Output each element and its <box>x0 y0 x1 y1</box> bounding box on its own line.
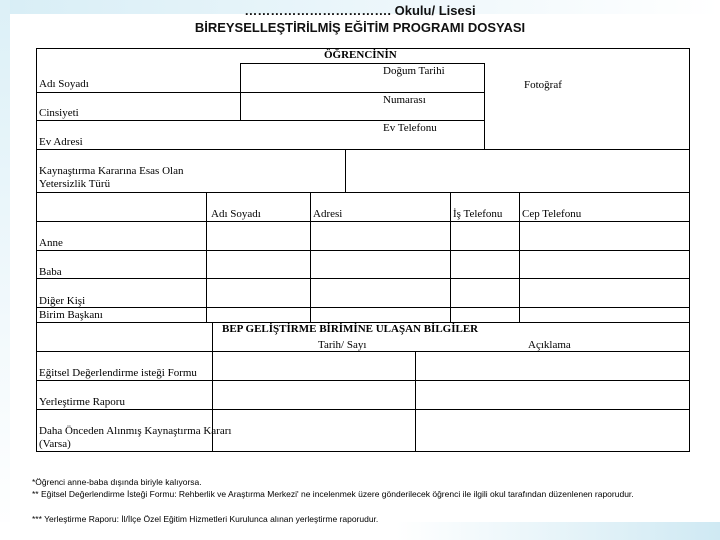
home-address-label: Ev Adresi <box>39 136 83 148</box>
col-description-header: Açıklama <box>528 339 571 351</box>
home-phone-label: Ev Telefonu <box>383 122 437 134</box>
document-title: BİREYSELLEŞTİRİLMİŞ EĞİTİM PROGRAMI DOSYASI <box>194 20 526 35</box>
evaluation-form-label: Eğitsel Değerlendirme isteği Formu <box>39 367 197 379</box>
prior-inclusion-label-line1: Daha Önceden Alınmış Kaynaştırma Kararı <box>39 425 232 437</box>
number-label: Numarası <box>383 94 426 106</box>
col-address-header: Adresi <box>313 208 343 220</box>
row-mother-label: Anne <box>39 237 63 249</box>
row-father-label: Baba <box>39 266 62 278</box>
col-work-phone-header: İş Telefonu <box>453 208 503 220</box>
birth-date-label: Doğum Tarihi <box>383 65 445 77</box>
col-mobile-phone-header: Cep Telefonu <box>522 208 582 220</box>
col-name-header: Adı Soyadı <box>211 208 261 220</box>
inclusion-label-line1: Kaynaştırma Kararına Esas Olan <box>39 165 184 177</box>
col-date-header: Tarih/ Sayı <box>318 339 367 351</box>
bep-heading: BEP GELİŞTİRME BİRİMİNE ULAŞAN BİLGİLER <box>222 323 479 335</box>
photo-label: Fotoğraf <box>524 79 562 91</box>
row-other-label-line2: Birim Başkanı <box>39 309 103 321</box>
placement-report-label: Yerleştirme Raporu <box>39 396 125 408</box>
student-heading: ÖĞRENCİNİN <box>324 49 397 61</box>
prior-inclusion-label-line2: (Varsa) <box>39 438 71 450</box>
inclusion-label-line2: Yetersizlik Türü <box>39 178 111 190</box>
name-label: Adı Soyadı <box>39 78 89 90</box>
footnote-1: *Öğrenci anne-baba dışında biriyle kalıyorsa. <box>32 477 202 487</box>
school-name-line: ……………………………. Okulu/ Lisesi <box>244 3 476 18</box>
left-decoration-band <box>0 0 10 540</box>
gender-label: Cinsiyeti <box>39 107 79 119</box>
footnote-2: ** Eğitsel Değerlendirme İsteği Formu: Rehberlik ve Araştırma Merkezi' ne incelenmek üzere gönderilecek öğrenci ile ilgili okul tarafından düzenlenen raporudur. <box>32 489 634 499</box>
row-other-label-line1: Diğer Kişi <box>39 295 86 307</box>
footnote-3: *** Yerleştirme Raporu: İl/İlçe Özel Eğitim Hizmetleri Kurulunca alınan yerleştirme raporudur. <box>32 514 379 524</box>
